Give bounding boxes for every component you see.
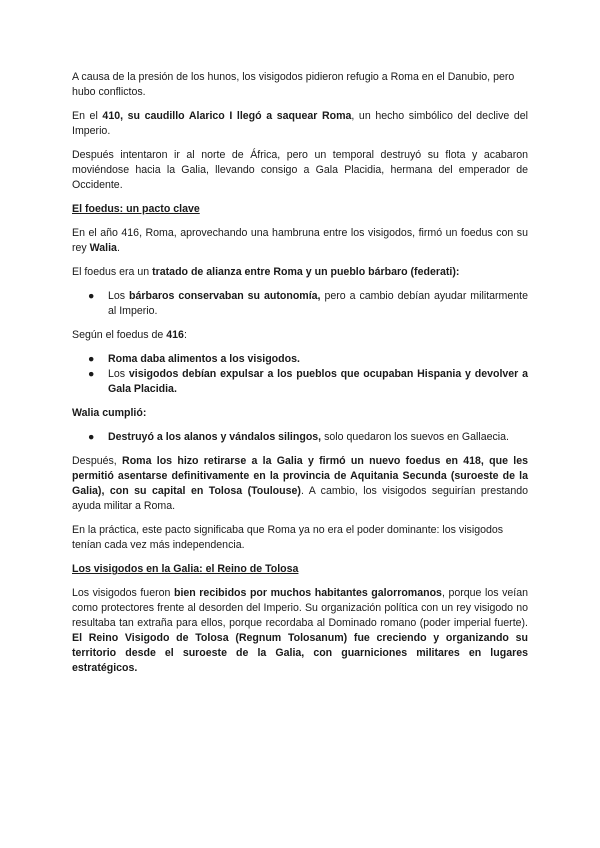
paragraph-tratado	[72, 265, 528, 280]
text-run: Los	[108, 368, 129, 380]
text-run: , porque los veían como protectores frente al desorden del Imperio. Su organización política con un rey visigodo no resultaba tan extraña para ellos, porque recordaba al Dominado romano (poder imperial fuerte).	[72, 587, 528, 629]
text-run: En el	[72, 110, 103, 122]
bullet-icon: ●	[88, 368, 95, 380]
text-run: Los visigodos fueron	[72, 587, 174, 599]
text-run: Los	[108, 290, 130, 302]
list-item	[88, 352, 528, 367]
bold-text: Walia	[89, 242, 117, 254]
bullet-icon: ●	[88, 431, 95, 443]
bold-text: 410, su caudillo Alarico I llegó a saquear Roma	[102, 110, 352, 122]
list-autonomia	[72, 289, 528, 319]
paragraph-africa: Después intentaron ir al norte de África, pero un temporal destruyó su flota y acabaron moviéndose hacia la Galia, llevando consigo a Gala Placidia, hermana del emperador de Occidente.	[72, 149, 528, 191]
text-run: Después,	[72, 455, 123, 467]
list-item	[88, 367, 528, 397]
heading-tolosa: Los visigodos en la Galia: el Reino de Tolosa	[72, 563, 299, 575]
text-run: pero a cambio debían ayudar militarmente al Imperio.	[108, 290, 529, 317]
paragraph-416	[72, 226, 528, 256]
text-run: En el año 416, Roma, aprovechando una hambruna entre los visigodos, firmó un foedus con su rey	[72, 227, 528, 254]
paragraph-practica: En la práctica, este pacto significaba que Roma ya no era el poder dominante: los visigodos tenían cada vez más independencia.	[72, 524, 504, 551]
text-run: Según el foedus de	[72, 329, 167, 341]
text-run: El foedus era un	[72, 266, 153, 278]
text-run: :	[183, 329, 187, 341]
bold-text: Roma los hizo retirarse a la Galia y firmó un nuevo foedus en 418, que les permitió asentarse definitivamente en la provincia de Aquitania Secunda (suroeste de la Galia), con su capital en Tolosa (Toulouse)	[72, 455, 528, 497]
paragraph-walia-cumplio	[72, 406, 528, 421]
list-item	[88, 289, 529, 319]
bold-text: visigodos debían expulsar a los pueblos que ocupaban Hispania y devolver a Gala Placidia.	[108, 368, 528, 395]
text-run: solo quedaron los suevos en Gallaecia.	[321, 431, 509, 443]
bold-text: bien recibidos por muchos habitantes galorromanos	[173, 587, 442, 599]
list-item	[88, 430, 528, 445]
heading-foedus: El foedus: un pacto clave	[72, 203, 200, 215]
paragraph-418	[72, 454, 528, 514]
bullet-icon: ●	[88, 353, 95, 365]
bold-text: El Reino Visigodo de Tolosa (Regnum Tolosanum) fue creciendo y organizando su territorio desde el suroeste de la Galia, con guarniciones militares en lugares estratégicos.	[72, 632, 528, 674]
bold-text: 416	[166, 329, 184, 341]
bold-text: Walia cumplió:	[72, 407, 147, 419]
bold-text: Roma daba alimentos a los visigodos.	[108, 353, 300, 365]
text-run: . A cambio, los visigodos seguirían prestando ayuda militar a Roma.	[72, 485, 528, 512]
paragraph-galorromanos	[72, 586, 528, 676]
bold-text: tratado de alianza entre Roma y un pueblo bárbaro (federati):	[152, 266, 460, 278]
list-walia	[72, 430, 528, 445]
paragraph-hunos: A causa de la presión de los hunos, los visigodos pidieron refugio a Roma en el Danubio, pero hubo conflictos.	[72, 71, 515, 98]
bold-text: bárbaros conservaban su autonomía,	[129, 290, 321, 302]
list-condiciones	[72, 352, 528, 397]
paragraph-alarico	[72, 109, 528, 139]
text-run: .	[116, 242, 120, 254]
bullet-icon: ●	[88, 290, 95, 302]
text-run: , un hecho simbólico del declive del Imperio.	[72, 110, 529, 137]
paragraph-segun-foedus	[72, 328, 528, 343]
bold-text: Destruyó a los alanos y vándalos silingos,	[108, 431, 322, 443]
